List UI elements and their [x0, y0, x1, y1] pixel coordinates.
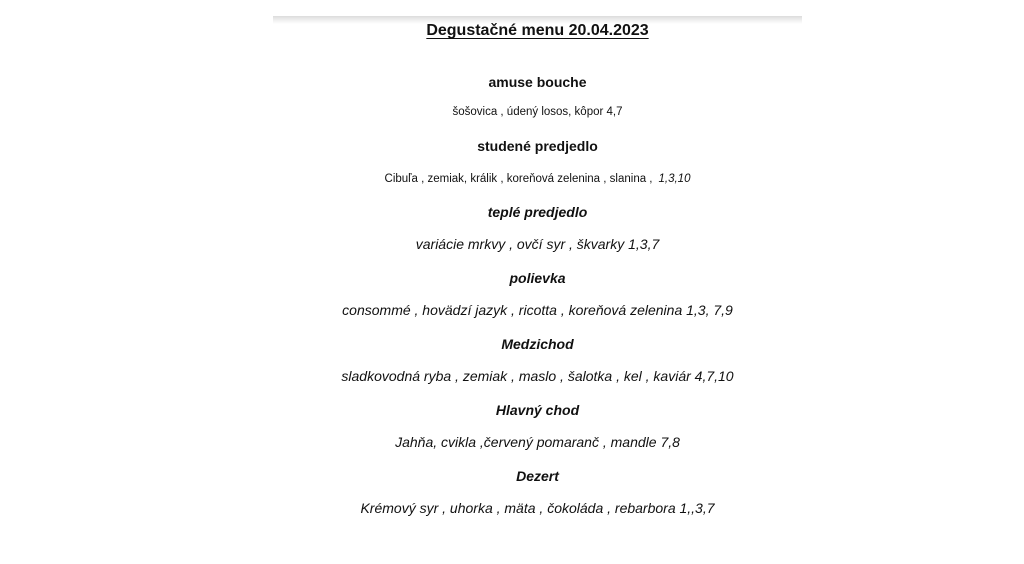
course-description-amuse-bouche: šošovica , údený losos, kôpor 4,7 [452, 106, 623, 118]
course-heading-cold-starter: studené predjedlo [477, 138, 598, 154]
course-description-dessert: Krémový syr , uhorka , mäta , čokoláda , rebarbora 1,,3,7 [360, 500, 715, 516]
course-description-cold-starter [273, 173, 802, 185]
course-description-soup: consommé , hovädzí jazyk , ricotta , koreňová zelenina 1,3, 7,9 [342, 302, 733, 318]
course-description-cold-starter-text: Cibuľa , zemiak, králik , koreňová zelenina , slanina , [384, 173, 653, 185]
course-heading-intermezzo: Medzichod [501, 336, 574, 352]
course-heading-dessert: Dezert [516, 468, 559, 484]
course-description-intermezzo: sladkovodná ryba , zemiak , maslo , šalotka , kel , kaviár 4,7,10 [341, 368, 734, 384]
course-heading-soup: polievka [509, 270, 566, 286]
course-heading-warm-starter: teplé predjedlo [487, 204, 588, 220]
course-heading-main-course: Hlavný chod [495, 402, 580, 418]
menu-title: Degustačné menu 20.04.2023 [426, 22, 649, 39]
course-description-main-course: Jahňa, cvikla ,červený pomaranč , mandle 7,8 [395, 434, 680, 450]
course-heading-amuse-bouche: amuse bouche [488, 74, 587, 90]
menu-page [273, 0, 802, 564]
course-description-warm-starter: variácie mrkvy , ovčí syr , škvarky 1,3,7 [415, 236, 660, 252]
course-allergens-cold-starter: 1,3,10 [658, 173, 691, 185]
